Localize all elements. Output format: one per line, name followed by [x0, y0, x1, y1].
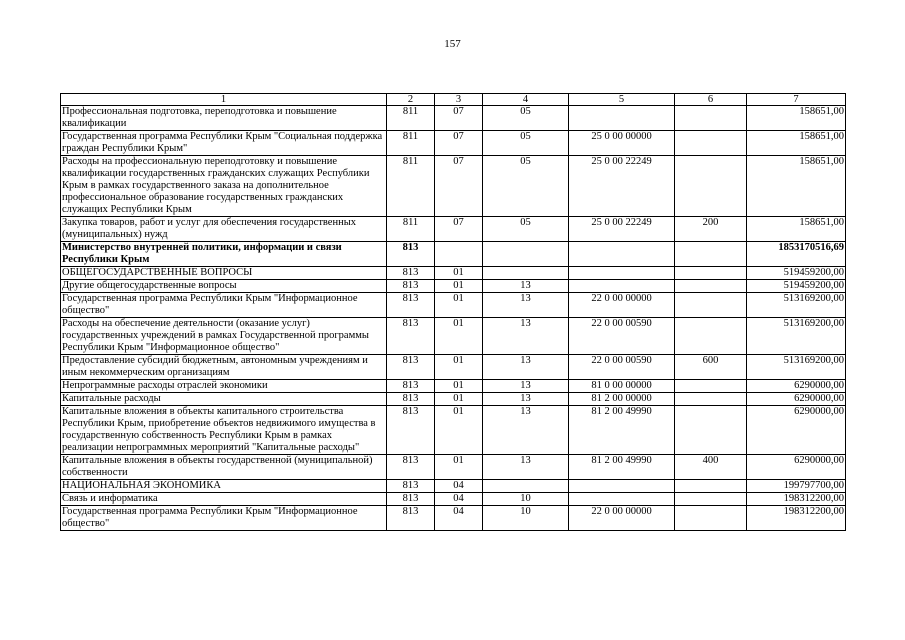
code-expense-type: [675, 493, 747, 506]
table-row: [61, 355, 846, 380]
code-section: 07: [435, 156, 483, 217]
table-row: [61, 480, 846, 493]
table-row: [61, 106, 846, 131]
row-amount: 519459200,00: [747, 267, 846, 280]
table-row: [61, 293, 846, 318]
table-row: [61, 242, 846, 267]
table-row: [61, 217, 846, 242]
code-expense-type: [675, 480, 747, 493]
code-section: 01: [435, 293, 483, 318]
code-admin: 811: [387, 131, 435, 156]
page-number: 157: [444, 38, 461, 50]
column-header: 7: [747, 94, 846, 106]
code-admin: 813: [387, 242, 435, 267]
row-amount: 158651,00: [747, 131, 846, 156]
code-target: [569, 280, 675, 293]
row-amount: 513169200,00: [747, 318, 846, 355]
code-section: 04: [435, 493, 483, 506]
row-amount: 198312200,00: [747, 506, 846, 531]
code-target: [569, 267, 675, 280]
code-expense-type: 600: [675, 355, 747, 380]
code-section: 01: [435, 380, 483, 393]
code-admin: 813: [387, 506, 435, 531]
code-subsection: [483, 267, 569, 280]
code-section: 07: [435, 217, 483, 242]
code-target: [569, 480, 675, 493]
row-name: Предоставление субсидий бюджетным, автономным учреждениям и иным некоммерческим организациям: [61, 355, 387, 380]
code-section: 07: [435, 106, 483, 131]
row-name: Министерство внутренней политики, информации и связи Республики Крым: [61, 242, 387, 267]
code-target: [569, 493, 675, 506]
table-row: [61, 406, 846, 455]
row-amount: 198312200,00: [747, 493, 846, 506]
row-amount: 513169200,00: [747, 355, 846, 380]
code-expense-type: [675, 506, 747, 531]
code-target: 22 0 00 00000: [569, 506, 675, 531]
code-subsection: 13: [483, 280, 569, 293]
code-target: 22 0 00 00000: [569, 293, 675, 318]
code-target: 22 0 00 00590: [569, 318, 675, 355]
row-amount: 158651,00: [747, 106, 846, 131]
code-admin: 813: [387, 355, 435, 380]
row-amount: 158651,00: [747, 217, 846, 242]
code-subsection: 13: [483, 293, 569, 318]
code-expense-type: [675, 293, 747, 318]
code-expense-type: 400: [675, 455, 747, 480]
row-amount: 513169200,00: [747, 293, 846, 318]
budget-table: [60, 93, 846, 531]
code-section: 01: [435, 280, 483, 293]
row-name: Капитальные расходы: [61, 393, 387, 406]
code-subsection: 13: [483, 380, 569, 393]
table-row: [61, 131, 846, 156]
code-subsection: 13: [483, 393, 569, 406]
row-name: Государственная программа Республики Крым "Информационное общество": [61, 293, 387, 318]
code-subsection: [483, 480, 569, 493]
code-subsection: 05: [483, 217, 569, 242]
code-expense-type: [675, 406, 747, 455]
column-header: 2: [387, 94, 435, 106]
table-row: [61, 506, 846, 531]
code-target: 81 2 00 49990: [569, 455, 675, 480]
code-target: 22 0 00 00590: [569, 355, 675, 380]
table-row: [61, 380, 846, 393]
table-row: [61, 455, 846, 480]
code-admin: 813: [387, 455, 435, 480]
code-target: 25 0 00 22249: [569, 156, 675, 217]
code-section: 01: [435, 393, 483, 406]
code-target: 25 0 00 22249: [569, 217, 675, 242]
column-header: 4: [483, 94, 569, 106]
code-admin: 813: [387, 380, 435, 393]
header-row: [61, 94, 846, 106]
code-expense-type: [675, 267, 747, 280]
code-expense-type: [675, 156, 747, 217]
column-header: 6: [675, 94, 747, 106]
table-row: [61, 318, 846, 355]
code-subsection: 05: [483, 156, 569, 217]
code-admin: 813: [387, 293, 435, 318]
code-admin: 811: [387, 217, 435, 242]
row-name: Капитальные вложения в объекты государственной (муниципальной) собственности: [61, 455, 387, 480]
code-subsection: 10: [483, 506, 569, 531]
code-subsection: [483, 242, 569, 267]
code-expense-type: [675, 318, 747, 355]
code-target: 81 2 00 49990: [569, 406, 675, 455]
code-expense-type: [675, 106, 747, 131]
code-section: 01: [435, 455, 483, 480]
code-section: 01: [435, 406, 483, 455]
code-expense-type: 200: [675, 217, 747, 242]
code-admin: 813: [387, 406, 435, 455]
table-row: [61, 280, 846, 293]
code-admin: 813: [387, 267, 435, 280]
row-amount: 6290000,00: [747, 455, 846, 480]
code-expense-type: [675, 393, 747, 406]
code-section: [435, 242, 483, 267]
code-section: 01: [435, 355, 483, 380]
code-target: 81 0 00 00000: [569, 380, 675, 393]
code-section: 01: [435, 318, 483, 355]
code-admin: 813: [387, 493, 435, 506]
code-section: 01: [435, 267, 483, 280]
table-row: [61, 156, 846, 217]
code-expense-type: [675, 131, 747, 156]
row-name: Расходы на обеспечение деятельности (оказание услуг) государственных учреждений в рамках Государственной программы Республики Крым "Информационное общество": [61, 318, 387, 355]
code-subsection: 13: [483, 355, 569, 380]
code-expense-type: [675, 280, 747, 293]
code-subsection: 10: [483, 493, 569, 506]
code-target: 25 0 00 00000: [569, 131, 675, 156]
row-name: Капитальные вложения в объекты капитального строительства Республики Крым, приобретение объектов недвижимого имущества в государственную собственность Республики Крым в рамках реализации непрограммных мероприятий "Капитальные расходы": [61, 406, 387, 455]
column-header: 5: [569, 94, 675, 106]
code-subsection: 13: [483, 406, 569, 455]
row-name: Связь и информатика: [61, 493, 387, 506]
row-name: ОБЩЕГОСУДАРСТВЕННЫЕ ВОПРОСЫ: [61, 267, 387, 280]
column-header: 3: [435, 94, 483, 106]
code-target: [569, 106, 675, 131]
code-admin: 813: [387, 280, 435, 293]
code-subsection: 13: [483, 455, 569, 480]
code-section: 04: [435, 480, 483, 493]
table-row: [61, 393, 846, 406]
column-header: 1: [61, 94, 387, 106]
code-subsection: 05: [483, 131, 569, 156]
code-subsection: 05: [483, 106, 569, 131]
row-name: Государственная программа Республики Крым "Социальная поддержка граждан Республики Крым": [61, 131, 387, 156]
row-amount: 519459200,00: [747, 280, 846, 293]
row-amount: 1853170516,69: [747, 242, 846, 267]
row-name: Закупка товаров, работ и услуг для обеспечения государственных (муниципальных) нужд: [61, 217, 387, 242]
code-target: [569, 242, 675, 267]
row-name: Расходы на профессиональную переподготовку и повышение квалификации государственных гражданских служащих Республики Крым в рамках государственного заказа на дополнительное профессиональное образование государственных гражданских служащих Республики Крым: [61, 156, 387, 217]
row-amount: 199797700,00: [747, 480, 846, 493]
row-name: НАЦИОНАЛЬНАЯ ЭКОНОМИКА: [61, 480, 387, 493]
row-name: Непрограммные расходы отраслей экономики: [61, 380, 387, 393]
code-admin: 813: [387, 393, 435, 406]
table-row: [61, 267, 846, 280]
code-expense-type: [675, 380, 747, 393]
row-name: Другие общегосударственные вопросы: [61, 280, 387, 293]
table-body: [61, 106, 846, 531]
code-expense-type: [675, 242, 747, 267]
row-amount: 6290000,00: [747, 393, 846, 406]
code-section: 04: [435, 506, 483, 531]
code-section: 07: [435, 131, 483, 156]
code-admin: 811: [387, 106, 435, 131]
row-amount: 6290000,00: [747, 406, 846, 455]
code-admin: 813: [387, 318, 435, 355]
code-admin: 813: [387, 480, 435, 493]
code-subsection: 13: [483, 318, 569, 355]
row-amount: 158651,00: [747, 156, 846, 217]
row-name: Профессиональная подготовка, переподготовка и повышение квалификации: [61, 106, 387, 131]
table-row: [61, 493, 846, 506]
code-admin: 811: [387, 156, 435, 217]
code-target: 81 2 00 00000: [569, 393, 675, 406]
row-name: Государственная программа Республики Крым "Информационное общество": [61, 506, 387, 531]
row-amount: 6290000,00: [747, 380, 846, 393]
